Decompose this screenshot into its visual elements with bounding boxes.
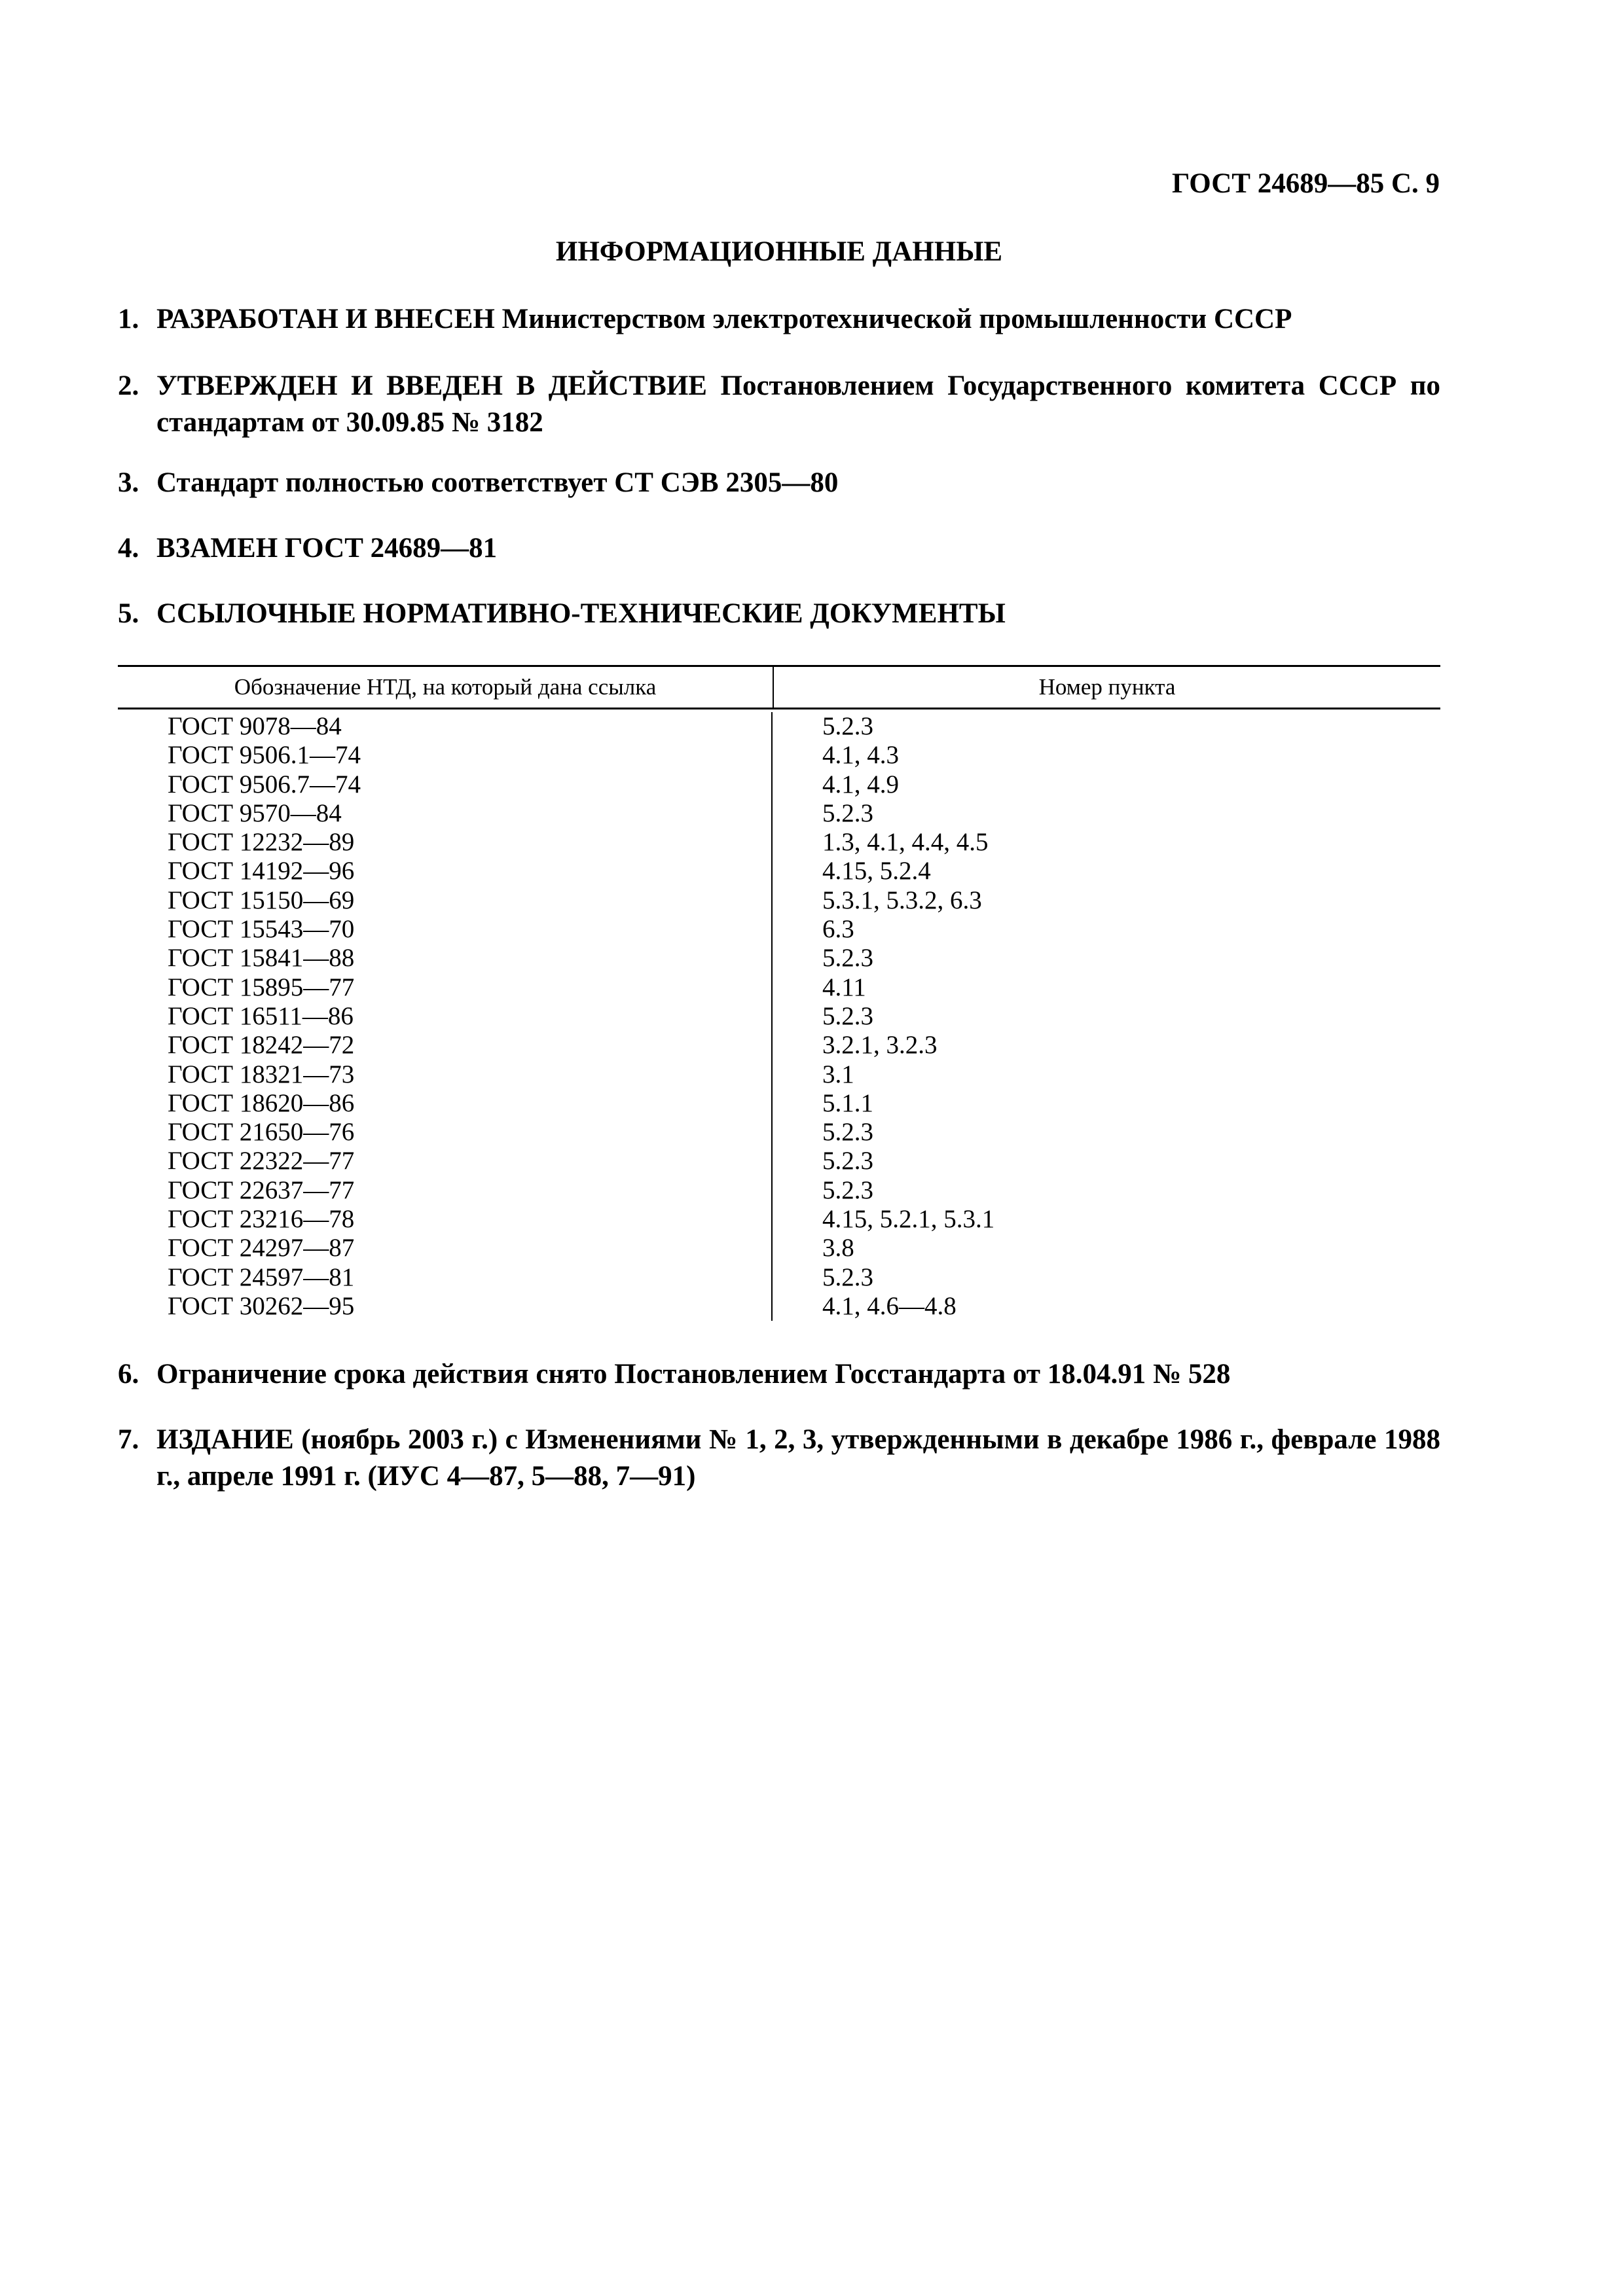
document-column — [118, 712, 773, 1321]
document-cell: ГОСТ 18242—72 — [168, 1031, 355, 1060]
info-item-7 — [118, 1422, 1440, 1495]
document-cell: ГОСТ 15841—88 — [168, 944, 355, 973]
document-cell: ГОСТ 14192—96 — [168, 857, 355, 886]
clause-cell: 5.3.1, 5.3.2, 6.3 — [822, 886, 982, 914]
item-text: Ограничение срока действия снято Постановлением Госстандарта от 18.04.91 № 528 — [156, 1359, 1231, 1390]
info-item-4 — [118, 530, 1440, 567]
document-cell: ГОСТ 18321—73 — [168, 1060, 355, 1088]
document-cell: ГОСТ 23216—78 — [168, 1205, 355, 1234]
clause-cell: 5.2.3 — [822, 1263, 873, 1291]
info-item-1 — [118, 301, 1440, 338]
item-lead: РАЗРАБОТАН И ВНЕСЕН — [156, 304, 495, 334]
document-cell: ГОСТ 16511—86 — [168, 1001, 354, 1030]
clause-cell: 5.2.3 — [822, 944, 873, 973]
clause-cell: 5.2.3 — [822, 1118, 873, 1147]
item-body — [156, 465, 1440, 501]
item-lead: УТВЕРЖДЕН И ВВЕДЕН В ДЕЙСТВИЕ — [156, 370, 707, 401]
clause-cell: 4.1, 4.9 — [822, 770, 899, 798]
document-cell: ГОСТ 9506.7—74 — [168, 770, 361, 798]
clause-cell: 6.3 — [822, 915, 854, 944]
info-item-3 — [118, 465, 1440, 501]
table-header — [118, 667, 1440, 709]
document-cell: ГОСТ 24297—87 — [168, 1234, 355, 1263]
document-cell: ГОСТ 15895—77 — [168, 973, 355, 1001]
document-cell: ГОСТ 12232—89 — [168, 828, 355, 857]
item-lead: ВЗАМЕН ГОСТ 24689—81 — [156, 533, 498, 564]
item-text: Стандарт полностью соответствует СТ СЭВ 2305—80 — [156, 467, 839, 498]
item-lead: ССЫЛОЧНЫЕ НОРМАТИВНО-ТЕХНИЧЕСКИЕ ДОКУМЕНТЫ — [156, 598, 1006, 629]
clause-cell: 5.2.3 — [822, 1001, 873, 1030]
clause-cell: 3.8 — [822, 1234, 854, 1263]
document-cell: ГОСТ 22322—77 — [168, 1147, 355, 1175]
clause-cell: 5.2.3 — [822, 1147, 873, 1175]
page-title: ИНФОРМАЦИОННЫЕ ДАННЫЕ — [555, 236, 1003, 267]
item-number: 5. — [118, 598, 139, 629]
item-body — [156, 1356, 1440, 1393]
clause-cell: 5.2.3 — [822, 1175, 873, 1204]
document-cell: ГОСТ 24597—81 — [168, 1263, 355, 1291]
clause-cell: 4.15, 5.2.1, 5.3.1 — [822, 1205, 995, 1234]
clause-cell: 1.3, 4.1, 4.4, 4.5 — [822, 828, 989, 857]
reference-documents-table — [118, 665, 1440, 1327]
item-number: 6. — [118, 1359, 139, 1390]
document-cell: ГОСТ 21650—76 — [168, 1118, 355, 1147]
document-cell: ГОСТ 15543—70 — [168, 915, 355, 944]
document-cell: ГОСТ 9570—84 — [168, 798, 342, 827]
item-number: 4. — [118, 533, 139, 564]
info-item-6 — [118, 1356, 1440, 1393]
document-cell: ГОСТ 9078—84 — [168, 712, 342, 740]
item-body — [156, 301, 1440, 338]
clause-cell: 3.1 — [822, 1060, 854, 1088]
document-cell: ГОСТ 22637—77 — [168, 1175, 355, 1204]
document-cell: ГОСТ 30262—95 — [168, 1291, 355, 1320]
item-number: 1. — [118, 304, 139, 334]
clause-cell: 4.1, 4.3 — [822, 741, 899, 770]
item-body — [156, 596, 1440, 632]
clause-column — [773, 712, 1440, 1321]
item-number: 3. — [118, 467, 139, 498]
clause-cell: 4.11 — [822, 973, 866, 1001]
item-body — [156, 368, 1440, 441]
document-cell: ГОСТ 9506.1—74 — [168, 741, 361, 770]
column-header-clause: Номер пункта — [1038, 674, 1176, 700]
table-body — [118, 709, 1440, 1327]
item-body — [156, 530, 1440, 567]
clause-cell: 4.1, 4.6—4.8 — [822, 1291, 957, 1320]
clause-cell: 3.2.1, 3.2.3 — [822, 1031, 938, 1060]
clause-cell: 5.1.1 — [822, 1088, 873, 1117]
document-cell: ГОСТ 15150—69 — [168, 886, 355, 914]
clause-cell: 4.15, 5.2.4 — [822, 857, 931, 886]
item-number: 2. — [118, 370, 139, 401]
info-item-5 — [118, 596, 1440, 632]
page-header-doc-ref: ГОСТ 24689—85 С. 9 — [1171, 168, 1440, 199]
column-header-document: Обозначение НТД, на который дана ссылка — [118, 667, 774, 708]
clause-cell: 5.2.3 — [822, 712, 873, 740]
item-number: 7. — [118, 1424, 139, 1455]
item-text: Постановлением Государственного комитета СССР по стандартам от 30.09.85 № 3182 — [156, 370, 1441, 438]
item-text: Министерством электротехнической промышленности СССР — [494, 304, 1292, 334]
item-lead: ИЗДАНИЕ — [156, 1424, 294, 1455]
item-text: (ноябрь 2003 г.) с Изменениями № 1, 2, 3, утвержденными в декабре 1986 г., феврале 1988 г., апреле 1991 г. (ИУС 4—87, 5—88, 7—91) — [156, 1424, 1440, 1492]
item-body — [156, 1422, 1440, 1495]
clause-cell: 5.2.3 — [822, 798, 873, 827]
document-cell: ГОСТ 18620—86 — [168, 1088, 355, 1117]
info-item-2 — [118, 368, 1440, 441]
